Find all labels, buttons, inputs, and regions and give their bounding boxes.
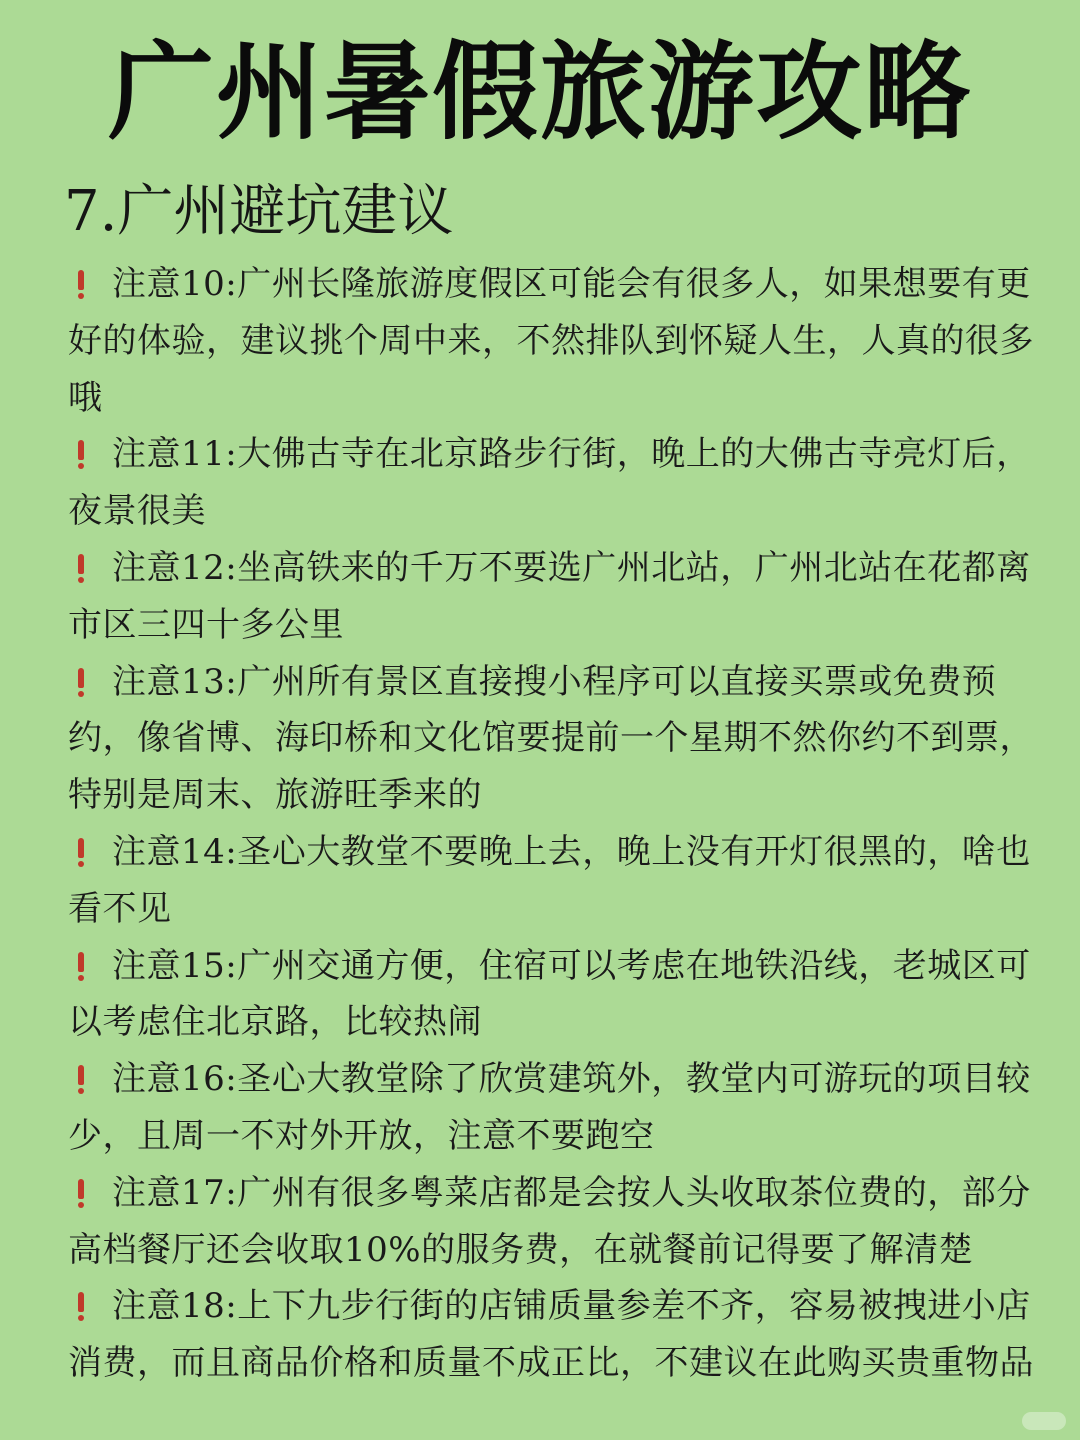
tip-label: 注意13: (112, 661, 238, 702)
tip-item (68, 654, 1060, 824)
tips-list (68, 256, 1060, 1392)
exclamation-icon (76, 1065, 86, 1095)
tip-text: 广州交通方便，住宿可以考虑在地铁沿线，老城区可以考虑住北京路，比较热闹 (68, 945, 1031, 1043)
tip-text: 坐高铁来的千万不要选广州北站，广州北站在花都离市区三四十多公里 (68, 547, 1031, 645)
tip-item (68, 824, 1060, 938)
exclamation-icon (76, 952, 86, 982)
section-heading: 7.广州避坑建议 (64, 179, 454, 244)
exclamation-icon (76, 1179, 86, 1209)
tip-text: 大佛古寺在北京路步行街，晚上的大佛古寺亮灯后，夜景很美 (68, 434, 1031, 532)
tip-item (68, 1051, 1060, 1165)
watermark-badge (1022, 1412, 1066, 1430)
exclamation-icon (76, 270, 86, 300)
tip-label: 注意11: (112, 434, 238, 475)
tip-item (68, 426, 1060, 540)
tip-text: 圣心大教堂除了欣赏建筑外，教堂内可游玩的项目较少，且周一不对外开放，注意不要跑空 (68, 1059, 1031, 1156)
tip-text: 圣心大教堂不要晚上去，晚上没有开灯很黑的，啥也看不见 (68, 831, 1031, 929)
tip-item (68, 1278, 1060, 1392)
tip-item (68, 540, 1060, 654)
tip-item (68, 256, 1060, 426)
tip-text: 广州有很多粤菜店都是会按人头收取茶位费的，部分高档餐厅还会收取10%的服务费，在就餐前记得要了解清楚 (68, 1172, 1031, 1270)
tip-text: 广州所有景区直接搜小程序可以直接买票或免费预约，像省博、海印桥和文化馆要提前一个星期不然你约不到票，特别是周末、旅游旺季来的 (68, 661, 1034, 816)
tip-text: 上下九步行街的店铺质量参差不齐，容易被拽进小店消费，而且商品价格和质量不成正比，不建议在此购买贵重物品 (68, 1286, 1034, 1384)
tip-label: 注意18: (112, 1286, 238, 1327)
exclamation-icon (76, 838, 86, 868)
tip-text: 广州长隆旅游度假区可能会有很多人，如果想要有更好的体验，建议挑个周中来，不然排队到怀疑人生，人真的很多哦 (68, 264, 1034, 418)
page-title: 广州暑假旅游攻略 (108, 31, 972, 154)
tip-label: 注意14: (112, 831, 238, 872)
exclamation-icon (76, 668, 86, 698)
exclamation-icon (76, 440, 86, 470)
exclamation-icon (76, 554, 86, 584)
tip-label: 注意17: (112, 1172, 238, 1213)
tip-label: 注意15: (112, 945, 238, 986)
tip-label: 注意10: (112, 264, 238, 304)
tip-label: 注意16: (112, 1059, 238, 1100)
tip-item (68, 1165, 1060, 1279)
tip-item (68, 938, 1060, 1052)
exclamation-icon (76, 1292, 86, 1322)
tip-label: 注意12: (112, 547, 238, 588)
